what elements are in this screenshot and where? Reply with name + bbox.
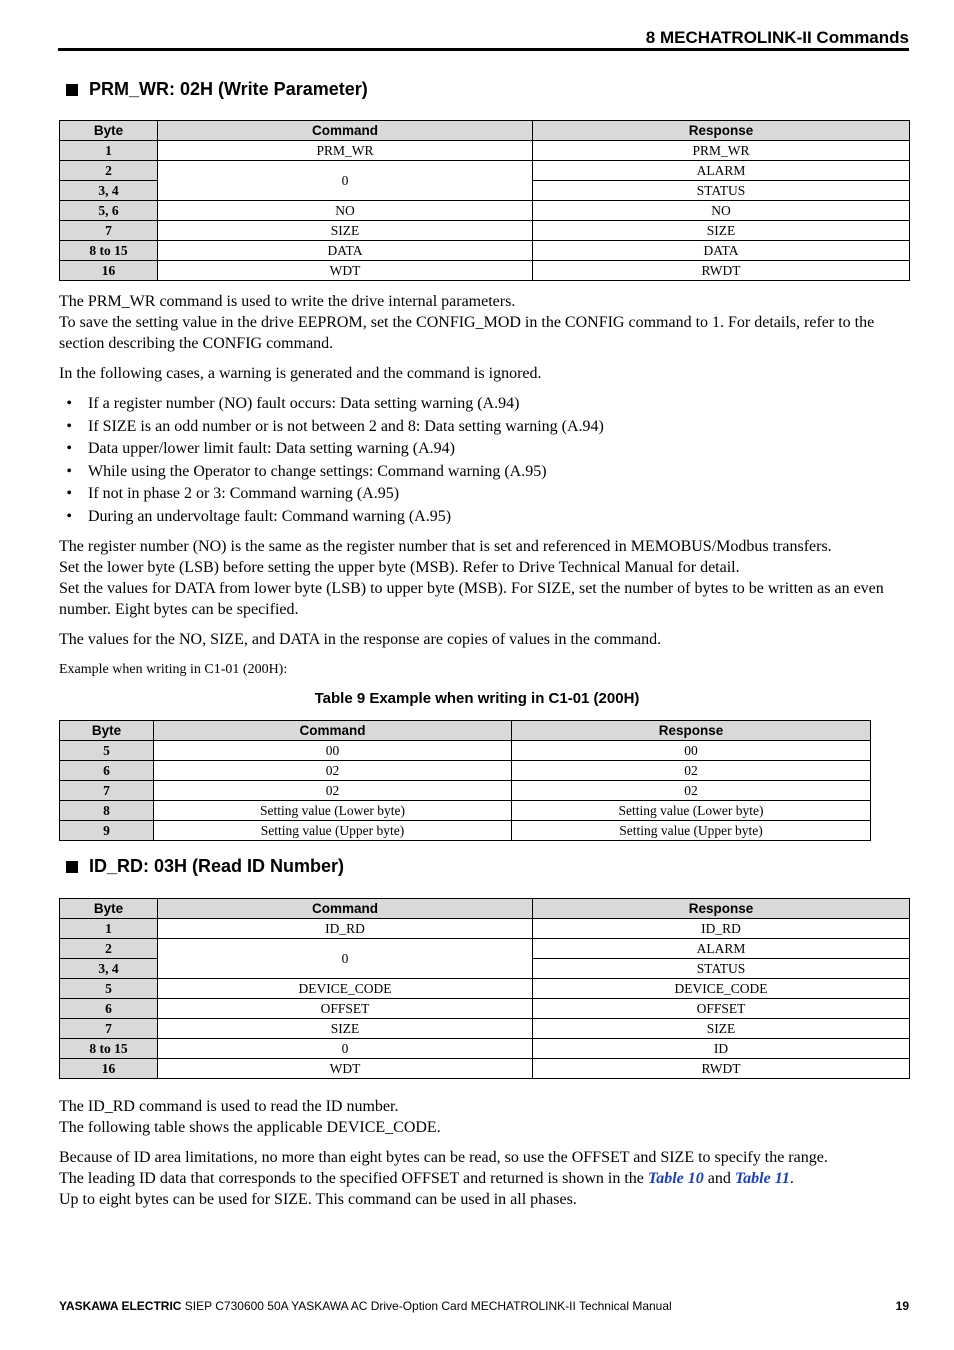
col-header: Response <box>533 899 910 919</box>
byte-cell: 6 <box>60 761 154 781</box>
byte-cell: 9 <box>60 821 154 841</box>
command-cell: ID_RD <box>158 919 533 939</box>
table-row <box>60 141 910 161</box>
table-10-link[interactable]: Table 10 <box>647 1170 704 1187</box>
table-row <box>60 1019 910 1039</box>
command-cell: PRM_WR <box>158 141 533 161</box>
response-cell: STATUS <box>533 959 910 979</box>
prm-wr-warning-intro <box>59 363 911 384</box>
response-cell: SIZE <box>533 1019 910 1039</box>
list-item <box>59 416 909 439</box>
list-item <box>59 438 909 461</box>
table-row <box>60 761 871 781</box>
byte-cell: 2 <box>60 161 158 181</box>
paragraph: Set the lower byte (LSB) before setting the upper byte (MSB). Refer to Drive Technical Manual for detail. <box>59 559 740 576</box>
byte-cell: 7 <box>60 221 158 241</box>
response-cell: Setting value (Lower byte) <box>512 801 871 821</box>
square-bullet-icon <box>66 861 78 873</box>
response-cell: Setting value (Upper byte) <box>512 821 871 841</box>
prm-wr-register-notes <box>59 536 911 620</box>
command-cell: 0 <box>158 939 533 979</box>
response-cell: SIZE <box>533 221 910 241</box>
table-header-row <box>60 721 871 741</box>
response-cell: 02 <box>512 761 871 781</box>
paragraph: The PRM_WR command is used to write the drive internal parameters. <box>59 293 516 310</box>
command-cell: Setting value (Upper byte) <box>154 821 512 841</box>
table-9 <box>59 720 871 841</box>
byte-cell: 5 <box>60 979 158 999</box>
table-row <box>60 161 910 181</box>
byte-cell: 6 <box>60 999 158 1019</box>
command-cell: NO <box>158 201 533 221</box>
col-header: Byte <box>60 721 154 741</box>
command-cell: DATA <box>158 241 533 261</box>
col-header: Response <box>533 121 910 141</box>
table-row <box>60 781 871 801</box>
table-9-caption: Table 9 Example when writing in C1-01 (200H) <box>314 690 640 707</box>
page-header <box>58 28 909 51</box>
chapter-title: 8 MECHATROLINK-II Commands <box>645 28 909 47</box>
response-cell: RWDT <box>533 261 910 281</box>
response-cell: NO <box>533 201 910 221</box>
command-cell: 02 <box>154 781 512 801</box>
table-row <box>60 201 910 221</box>
table-row <box>60 261 910 281</box>
table-row <box>60 919 910 939</box>
paragraph: Up to eight bytes can be used for SIZE. This command can be used in all phases. <box>59 1191 577 1208</box>
section-heading-id-rd <box>66 856 344 877</box>
byte-cell: 7 <box>60 781 154 801</box>
command-cell: 0 <box>158 161 533 201</box>
section-title: ID_RD: 03H (Read ID Number) <box>89 856 345 876</box>
table-11-link[interactable]: Table 11 <box>734 1170 790 1187</box>
paragraph: Because of ID area limitations, no more than eight bytes can be read, so use the OFFSET and SIZE to specify the range. <box>59 1149 828 1166</box>
table-row <box>60 801 871 821</box>
response-cell: ID <box>533 1039 910 1059</box>
page-number: 19 <box>895 1299 909 1313</box>
command-cell: WDT <box>158 261 533 281</box>
page-footer <box>59 1299 909 1313</box>
text: . <box>789 1170 794 1187</box>
response-cell: 02 <box>512 781 871 801</box>
square-bullet-icon <box>66 84 78 96</box>
byte-cell: 1 <box>60 141 158 161</box>
paragraph: The values for the NO, SIZE, and DATA in the response are copies of values in the command. <box>59 631 662 648</box>
response-cell: 00 <box>512 741 871 761</box>
id-rd-table <box>59 898 910 1079</box>
list-item-text: Data upper/lower limit fault: Data setting warning (A.94) <box>88 440 456 457</box>
col-header: Command <box>154 721 512 741</box>
list-item <box>59 393 909 416</box>
text: The leading ID data that corresponds to the specified OFFSET and returned is shown in the <box>59 1170 648 1187</box>
col-header: Response <box>512 721 871 741</box>
byte-cell: 8 to 15 <box>60 1039 158 1059</box>
paragraph: Set the values for DATA from lower byte (LSB) to upper byte (MSB). For SIZE, set the number of bytes to be written as an even number. Eight bytes can be specified. <box>59 580 884 618</box>
paragraph <box>59 1168 911 1189</box>
section-title: PRM_WR: 02H (Write Parameter) <box>89 79 368 99</box>
text: and <box>703 1170 735 1187</box>
prm-wr-intro <box>59 291 911 354</box>
byte-cell: 16 <box>60 261 158 281</box>
footer-doc-title: SIEP C730600 50A YASKAWA AC Drive-Option Card MECHATROLINK-II Technical Manual <box>181 1299 672 1313</box>
paragraph: The ID_RD command is used to read the ID number. <box>59 1098 399 1115</box>
paragraph: In the following cases, a warning is generated and the command is ignored. <box>59 365 542 382</box>
col-header: Byte <box>60 899 158 919</box>
byte-cell: 5, 6 <box>60 201 158 221</box>
byte-cell: 8 <box>60 801 154 821</box>
response-cell: PRM_WR <box>533 141 910 161</box>
warning-list <box>59 393 909 528</box>
command-cell: 0 <box>158 1039 533 1059</box>
id-rd-intro <box>59 1096 911 1138</box>
list-item <box>59 461 909 484</box>
response-cell: DEVICE_CODE <box>533 979 910 999</box>
table-row <box>60 821 871 841</box>
table-header-row <box>60 121 910 141</box>
section-heading-prm-wr <box>66 79 368 100</box>
table-row <box>60 939 910 959</box>
command-cell: DEVICE_CODE <box>158 979 533 999</box>
list-item <box>59 506 909 529</box>
command-cell: WDT <box>158 1059 533 1079</box>
command-cell: 00 <box>154 741 512 761</box>
byte-cell: 3, 4 <box>60 959 158 979</box>
byte-cell: 3, 4 <box>60 181 158 201</box>
table-row <box>60 241 910 261</box>
list-item-text: If a register number (NO) fault occurs: Data setting warning (A.94) <box>88 395 520 412</box>
col-header: Command <box>158 899 533 919</box>
table-row <box>60 979 910 999</box>
byte-cell: 5 <box>60 741 154 761</box>
response-cell: ID_RD <box>533 919 910 939</box>
response-cell: RWDT <box>533 1059 910 1079</box>
prm-wr-table <box>59 120 910 281</box>
list-item-text: While using the Operator to change settings: Command warning (A.95) <box>88 462 547 480</box>
col-header: Command <box>158 121 533 141</box>
prm-wr-response-note <box>59 629 911 650</box>
list-item-text: If SIZE is an odd number or is not between 2 and 8: Data setting warning (A.94) <box>88 417 604 435</box>
table-header-row <box>60 899 910 919</box>
response-cell: STATUS <box>533 181 910 201</box>
byte-cell: 1 <box>60 919 158 939</box>
response-cell: DATA <box>533 241 910 261</box>
example-note: Example when writing in C1-01 (200H): <box>59 662 288 677</box>
paragraph: To save the setting value in the drive EEPROM, set the CONFIG_MOD in the CONFIG command to 1. For details, refer to the section describing the CONFIG command. <box>59 314 875 352</box>
response-cell: ALARM <box>533 161 910 181</box>
paragraph: The following table shows the applicable DEVICE_CODE. <box>59 1119 441 1136</box>
table-row <box>60 1059 910 1079</box>
id-rd-notes <box>59 1147 911 1210</box>
col-header: Byte <box>60 121 158 141</box>
response-cell: OFFSET <box>533 999 910 1019</box>
table-row <box>60 999 910 1019</box>
table-row <box>60 1039 910 1059</box>
list-item-text: If not in phase 2 or 3: Command warning (A.95) <box>88 485 400 502</box>
list-item <box>59 483 909 506</box>
command-cell: Setting value (Lower byte) <box>154 801 512 821</box>
command-cell: SIZE <box>158 1019 533 1039</box>
command-cell: OFFSET <box>158 999 533 1019</box>
table-row <box>60 221 910 241</box>
byte-cell: 7 <box>60 1019 158 1039</box>
paragraph: The register number (NO) is the same as the register number that is set and referenced in MEMOBUS/Modbus transfers. <box>59 538 832 555</box>
command-cell: 02 <box>154 761 512 781</box>
byte-cell: 8 to 15 <box>60 241 158 261</box>
list-item-text: During an undervoltage fault: Command warning (A.95) <box>88 507 452 525</box>
footer-brand: YASKAWA ELECTRIC <box>59 1299 182 1313</box>
command-cell: SIZE <box>158 221 533 241</box>
response-cell: ALARM <box>533 939 910 959</box>
byte-cell: 2 <box>60 939 158 959</box>
byte-cell: 16 <box>60 1059 158 1079</box>
table-row <box>60 741 871 761</box>
